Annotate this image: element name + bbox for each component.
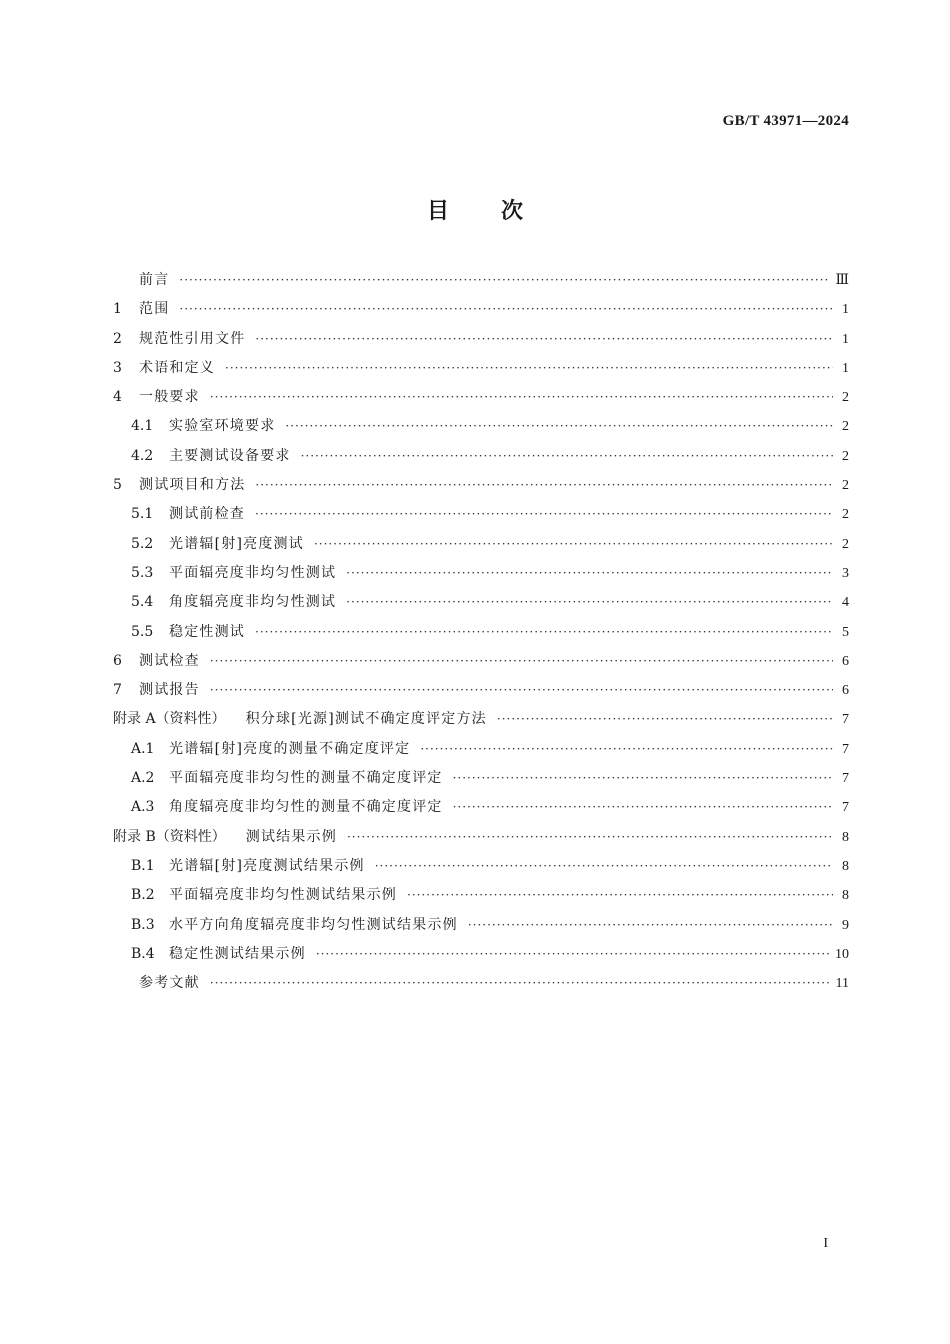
toc-leader-dots [346,595,833,609]
toc-entry-number: 附录 A（资料性） [113,711,226,728]
toc-entry[interactable] [113,357,849,386]
toc-entry-label: 一般要求 [139,389,200,406]
toc-entry-number: 6 [113,652,122,669]
table-of-contents [113,269,849,1001]
toc-entry-label: 积分球[光源]测试不确定度评定方法 [245,711,487,728]
toc-leader-dots [255,625,833,639]
toc-entry-number: 7 [113,682,122,699]
toc-entry-number: 4.2 [131,447,154,464]
toc-entry-label: 平面辐亮度非均匀性测试 [169,564,337,581]
toc-entry[interactable] [113,474,849,503]
toc-entry-number: 5.4 [131,594,154,611]
toc-entry-label: 测试前检查 [169,506,245,523]
toc-entry-number: 4 [113,389,122,406]
toc-entry-number: 5.5 [131,623,154,640]
toc-leader-dots [179,273,829,287]
toc-entry-page: 2 [842,478,849,494]
toc-entry-page: 6 [842,683,849,699]
toc-leader-dots [255,478,833,492]
toc-leader-dots [301,449,833,463]
toc-entry-label: 范围 [139,301,170,318]
toc-entry[interactable] [113,767,849,796]
toc-entry-page: 1 [842,331,849,347]
toc-entry-label: 角度辐亮度非均匀性的测量不确定度评定 [169,799,443,816]
toc-entry[interactable] [113,679,849,708]
toc-entry-page: 7 [842,771,849,787]
toc-entry-page: 2 [842,507,849,523]
toc-leader-dots [285,419,833,433]
page-title-char-1: 目 [426,199,449,224]
toc-entry-number: 5.1 [131,506,154,523]
toc-entry[interactable] [113,298,849,327]
toc-leader-dots [468,918,833,932]
toc-entry-number: B.3 [131,916,155,933]
toc-entry[interactable] [113,415,849,444]
toc-entry-page: 7 [842,800,849,816]
toc-entry-page: 8 [842,858,849,874]
toc-entry-label: 角度辐亮度非均匀性测试 [169,594,337,611]
toc-entry[interactable] [113,826,849,855]
toc-entry-label: 实验室环境要求 [169,418,276,435]
toc-entry-label: 稳定性测试结果示例 [169,945,306,962]
toc-entry[interactable] [113,972,849,1001]
toc-entry-number: 5 [113,477,122,494]
toc-entry[interactable] [113,445,849,474]
toc-entry-number: B.1 [131,857,155,874]
toc-entry[interactable] [113,328,849,357]
toc-leader-dots [210,683,833,697]
toc-entry[interactable] [113,914,849,943]
toc-entry-number: A.2 [131,770,155,787]
toc-entry-label: 平面辐亮度非均匀性测试结果示例 [169,887,397,904]
toc-leader-dots [255,507,833,521]
toc-entry-page: 6 [842,653,849,669]
page-title-char-2: 次 [501,199,524,224]
toc-entry-number: 4.1 [131,418,154,435]
toc-entry[interactable] [113,386,849,415]
toc-entry-page: 3 [842,565,849,581]
toc-entry-page: 11 [835,976,849,992]
toc-entry-label: 规范性引用文件 [139,330,246,347]
toc-entry[interactable] [113,591,849,620]
toc-entry-label: 测试报告 [139,682,200,699]
toc-entry[interactable] [113,708,849,737]
toc-entry[interactable] [113,621,849,650]
toc-leader-dots [347,830,833,844]
toc-entry[interactable] [113,855,849,884]
toc-entry-page: 1 [842,360,849,376]
toc-entry-label: 平面辐亮度非均匀性的测量不确定度评定 [169,770,443,787]
toc-entry-number: 附录 B（资料性） [113,828,226,845]
toc-leader-dots [210,654,833,668]
toc-entry-page: 8 [842,829,849,845]
toc-entry-page: 2 [842,390,849,406]
toc-entry-number: A.3 [131,799,155,816]
toc-entry-number: B.4 [131,945,155,962]
toc-leader-dots [375,859,833,873]
toc-entry-number: 5.3 [131,564,154,581]
toc-entry[interactable] [113,650,849,679]
toc-entry[interactable] [113,533,849,562]
toc-entry-page: 2 [842,448,849,464]
toc-entry-label: 主要测试设备要求 [169,447,291,464]
toc-entry-number: B.2 [131,887,155,904]
toc-entry[interactable] [113,738,849,767]
toc-entry[interactable] [113,796,849,825]
toc-entry-label: 水平方向角度辐亮度非均匀性测试结果示例 [169,916,458,933]
toc-entry-number: 5.2 [131,535,154,552]
toc-leader-dots [420,742,833,756]
toc-entry-label: 测试项目和方法 [139,477,246,494]
toc-entry[interactable] [113,269,849,298]
toc-entry[interactable] [113,562,849,591]
toc-entry-label: 测试检查 [139,652,200,669]
toc-entry[interactable] [113,503,849,532]
toc-leader-dots [497,712,833,726]
toc-leader-dots [453,771,833,785]
toc-entry-number: 3 [113,359,122,376]
toc-entry-number: 1 [113,301,122,318]
toc-entry-label: 光谱辐[射]亮度测试结果示例 [169,857,365,874]
toc-entry-page: 2 [842,419,849,435]
toc-entry[interactable] [113,884,849,913]
toc-leader-dots [316,947,829,961]
toc-entry-label: 参考文献 [139,975,200,992]
toc-entry-page: 5 [842,624,849,640]
toc-entry-number: 2 [113,330,122,347]
toc-entry-page: 2 [842,536,849,552]
page-title [0,194,950,225]
toc-entry-number: A.1 [131,740,155,757]
toc-leader-dots [225,361,833,375]
toc-entry-page: 7 [842,712,849,728]
toc-leader-dots [407,888,833,902]
toc-leader-dots [453,800,833,814]
toc-entry-page: Ⅲ [835,273,849,288]
toc-entry[interactable] [113,943,849,972]
toc-entry-page: 7 [842,741,849,757]
toc-leader-dots [346,566,833,580]
toc-entry-page: 9 [842,917,849,933]
toc-entry-label: 光谱辐[射]亮度测试 [169,535,304,552]
standard-code: GB/T 43971—2024 [722,113,849,129]
footer-page-number: I [823,1236,828,1251]
toc-leader-dots [210,390,833,404]
toc-entry-page: 8 [842,888,849,904]
toc-leader-dots [255,332,833,346]
toc-entry-page: 1 [842,302,849,318]
toc-leader-dots [179,302,833,316]
toc-entry-label: 光谱辐[射]亮度的测量不确定度评定 [169,740,411,757]
toc-leader-dots [314,537,833,551]
toc-entry-page: 10 [835,946,849,962]
toc-entry-label: 术语和定义 [139,359,215,376]
toc-entry-page: 4 [842,595,849,611]
toc-leader-dots [210,976,830,990]
toc-entry-label: 稳定性测试 [169,623,245,640]
toc-entry-label: 前言 [139,272,170,288]
toc-entry-label: 测试结果示例 [245,828,337,845]
